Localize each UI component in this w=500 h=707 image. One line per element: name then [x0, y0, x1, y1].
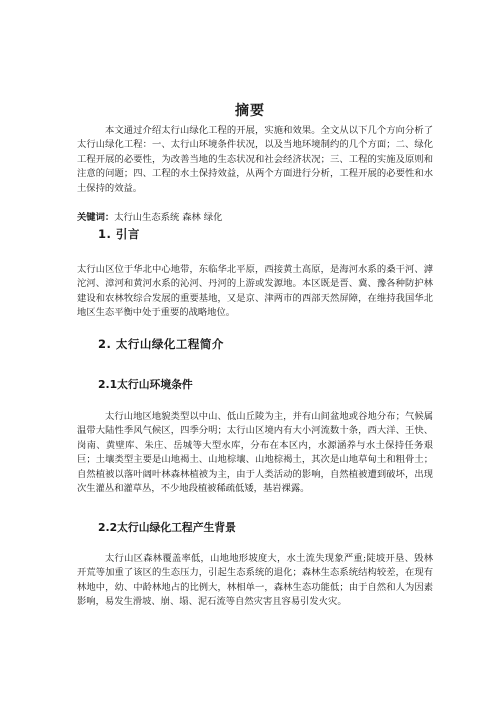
subsection-body-environment: 太行山地区地貌类型以中山、低山丘陵为主，并有山间盆地或谷地分布；气候属温带大陆性季风气候区，四季分明；太行山区境内有大小河流数十条，西大洋、王快、岗南、黄壁库、朱庄、岳城等大型水库，分布在本区内，水源涵养与水土保持任务艰巨；土壤类型主要是山地褐土、山地棕壤、山地棕褐土，其次是山地草甸土和粗骨土；自然植被以落叶阔叶林森林植被为主，由于人类活动的影响，自然植被遭到破坏，出现次生灌丛和灌草丛，不少地段植被稀疏低矮，基岩裸露。 [77, 411, 433, 495]
keywords-text: 太行山生态系统 森林 绿化 [114, 212, 223, 223]
section-heading-project-overview: 2. 太行山绿化工程简介 [98, 337, 224, 351]
subsection-body-background: 太行山区森林覆盖率低，山地地形坡度大，水土流失现象严重;陡坡开垦、毁林开荒等加重了该区的生态压力，引起生态系统的退化；森林生态系统结构较差，在现有林地中，幼、中龄林地占的比例大，林相单一，森林生态功能低；由于自然和人为因素影响，易发生滑坡、崩、塌、泥石流等自然灾害且容易引发火灾。 [77, 553, 433, 608]
keywords-label: 关键词： [77, 212, 115, 223]
abstract-title: 摘要 [235, 103, 265, 119]
subsection-heading-background: 2.2太行山绿化工程产生背景 [98, 521, 236, 534]
abstract-body: 本文通过介绍太行山绿化工程的开展，实施和效果。全文从以下几个方向分析了太行山绿化工程：一、太行山环境条件状况，以及当地环境制约的几个方面；二、绿化工程开展的必要性，为改善当地的生态状况和社会经济状况；三、工程的实施及原则和注意的问题；四、工程的水土保持效益，从两个方面进行分析，工程开展的必要性和水土保持的效益。 [77, 125, 433, 194]
keywords-line [77, 211, 222, 225]
section-heading-introduction: 1. 引言 [98, 227, 140, 241]
section-body-introduction: 太行山区位于华北中心地带，东临华北平原，西接黄土高原，是海河水系的桑干河、滹沱河、漳河和黄河水系的沁河、丹河的上游或发源地。本区既是晋、冀、豫各种防护林建设和农林牧综合发展的重要基地，又是京、津两市的西部天然屏障，在维持我国华北地区生态平衡中处于重要的战略地位。 [77, 264, 433, 319]
subsection-heading-environment: 2.1太行山环境条件 [98, 378, 193, 391]
